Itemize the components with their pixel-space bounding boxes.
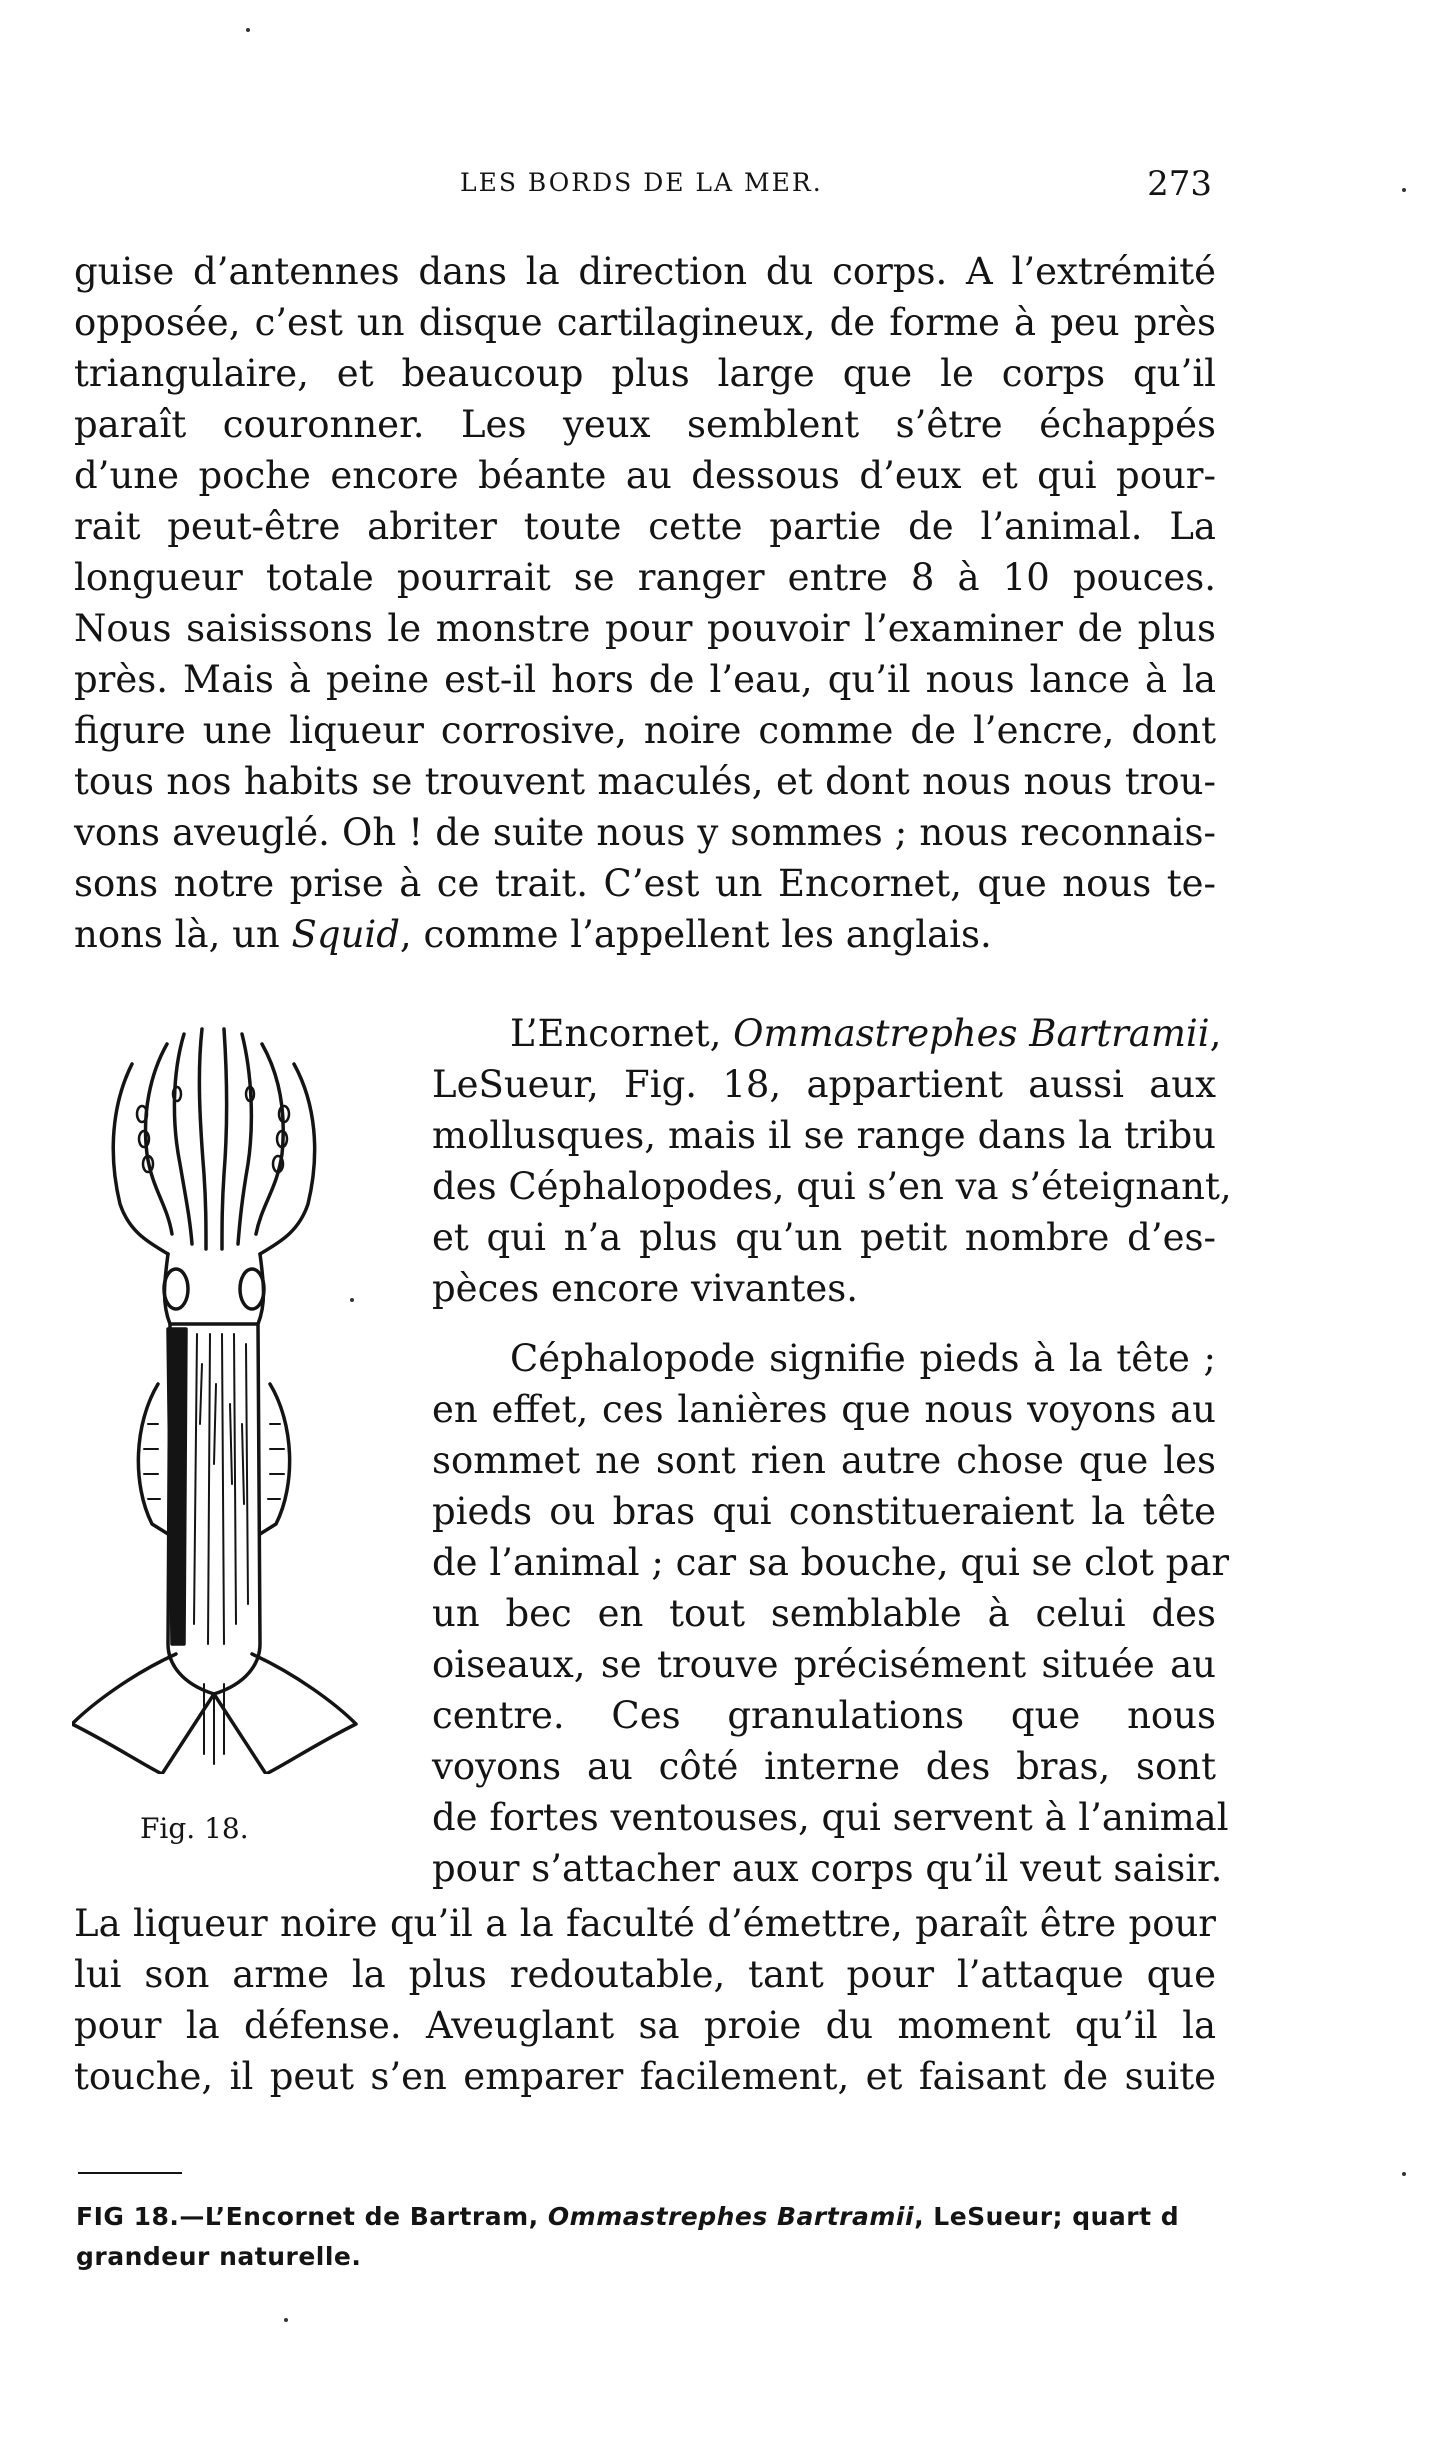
text-line: L’Encornet, Ommastrephes Bartramii, (510, 1012, 1222, 1055)
scan-speck (246, 28, 250, 32)
text-line: de l’animal ; car sa bouche, qui se clot par (432, 1541, 1230, 1584)
text-line: et qui n’a plus qu’un petit nombre d’es- (432, 1216, 1216, 1259)
italic-term: Squid (291, 913, 400, 956)
italic-term: Ommastrephes Bartramii (547, 2202, 915, 2231)
text-line: pour la défense. Aveuglant sa proie du moment qu’il la (74, 2004, 1216, 2047)
text-line: d’une poche encore béante au dessous d’eux et qui pour- (74, 454, 1216, 497)
text-line: mollusques, mais il se range dans la tribu (432, 1114, 1216, 1157)
text-line: triangulaire, et beaucoup plus large que le corps qu’il (74, 352, 1216, 395)
text-line: opposée, c’est un disque cartilagineux, de forme à peu près (74, 301, 1216, 344)
text-line: La liqueur noire qu’il a la faculté d’émettre, paraît être pour (74, 1902, 1216, 1945)
scan-speck (1402, 188, 1406, 192)
text-line: vons aveuglé. Oh ! de suite nous y sommes ; nous reconnais- (74, 811, 1216, 854)
text-line: un bec en tout semblable à celui des (432, 1592, 1216, 1635)
text-line: pieds ou bras qui constitueraient la tête (432, 1490, 1216, 1533)
scan-speck (350, 1298, 354, 1302)
page-number: 273 (1147, 164, 1212, 204)
text-line: près. Mais à peine est-il hors de l’eau, qu’il nous lance à la (74, 658, 1216, 701)
running-head: LES BORDS DE LA MER. (460, 168, 823, 197)
text-line: paraît couronner. Les yeux semblent s’être échappés (74, 403, 1216, 446)
footnote-line: grandeur naturelle. (76, 2242, 362, 2271)
text-line: Céphalopode signifie pieds à la tête ; (510, 1337, 1216, 1380)
squid-illustration (72, 1004, 362, 1774)
text-line: sons notre prise à ce trait. C’est un Encornet, que nous te- (74, 862, 1216, 905)
text-line: centre. Ces granulations que nous (432, 1694, 1216, 1737)
figure-caption: Fig. 18. (140, 1812, 249, 1845)
footnote-rule (78, 2172, 182, 2174)
text-line: lui son arme la plus redoutable, tant pour l’attaque que (74, 1953, 1216, 1996)
text-line: de fortes ventouses, qui servent à l’animal (432, 1796, 1229, 1839)
text-line: Nous saisissons le monstre pour pouvoir l’examiner de plus (74, 607, 1216, 650)
text-line: sommet ne sont rien autre chose que les (432, 1439, 1216, 1482)
text-line: guise d’antennes dans la direction du corps. A l’extrémité (74, 250, 1216, 293)
text-line: pour s’attacher aux corps qu’il veut saisir. (432, 1847, 1223, 1890)
scan-speck (284, 2318, 288, 2322)
text-line: en effet, ces lanières que nous voyons au (432, 1388, 1216, 1431)
text-line: des Céphalopodes, qui s’en va s’éteignant, (432, 1165, 1232, 1208)
text-line: longueur totale pourrait se ranger entre 8 à 10 pouces. (74, 556, 1216, 599)
text-line: figure une liqueur corrosive, noire comme de l’encre, dont (74, 709, 1216, 752)
footnote: FIG 18.—L’Encornet de Bartram, Ommastrephes Bartramii, LeSueur; quart d (76, 2202, 1180, 2231)
text-line: rait peut-être abriter toute cette partie de l’animal. La (74, 505, 1216, 548)
text-line: tous nos habits se trouvent maculés, et dont nous nous trou- (74, 760, 1216, 803)
italic-term: Ommastrephes Bartramii (733, 1012, 1210, 1055)
text-line: touche, il peut s’en emparer facilement, et faisant de suite (74, 2055, 1216, 2098)
text-line: LeSueur, Fig. 18, appartient aussi aux (432, 1063, 1216, 1106)
text-line: nons là, un Squid, comme l’appellent les anglais. (74, 913, 992, 956)
scan-speck (1402, 2172, 1406, 2176)
text-line: pèces encore vivantes. (432, 1267, 859, 1310)
text-line: oiseaux, se trouve précisément située au (432, 1643, 1216, 1686)
page-header (70, 164, 1212, 208)
text-line: voyons au côté interne des bras, sont (432, 1745, 1216, 1788)
